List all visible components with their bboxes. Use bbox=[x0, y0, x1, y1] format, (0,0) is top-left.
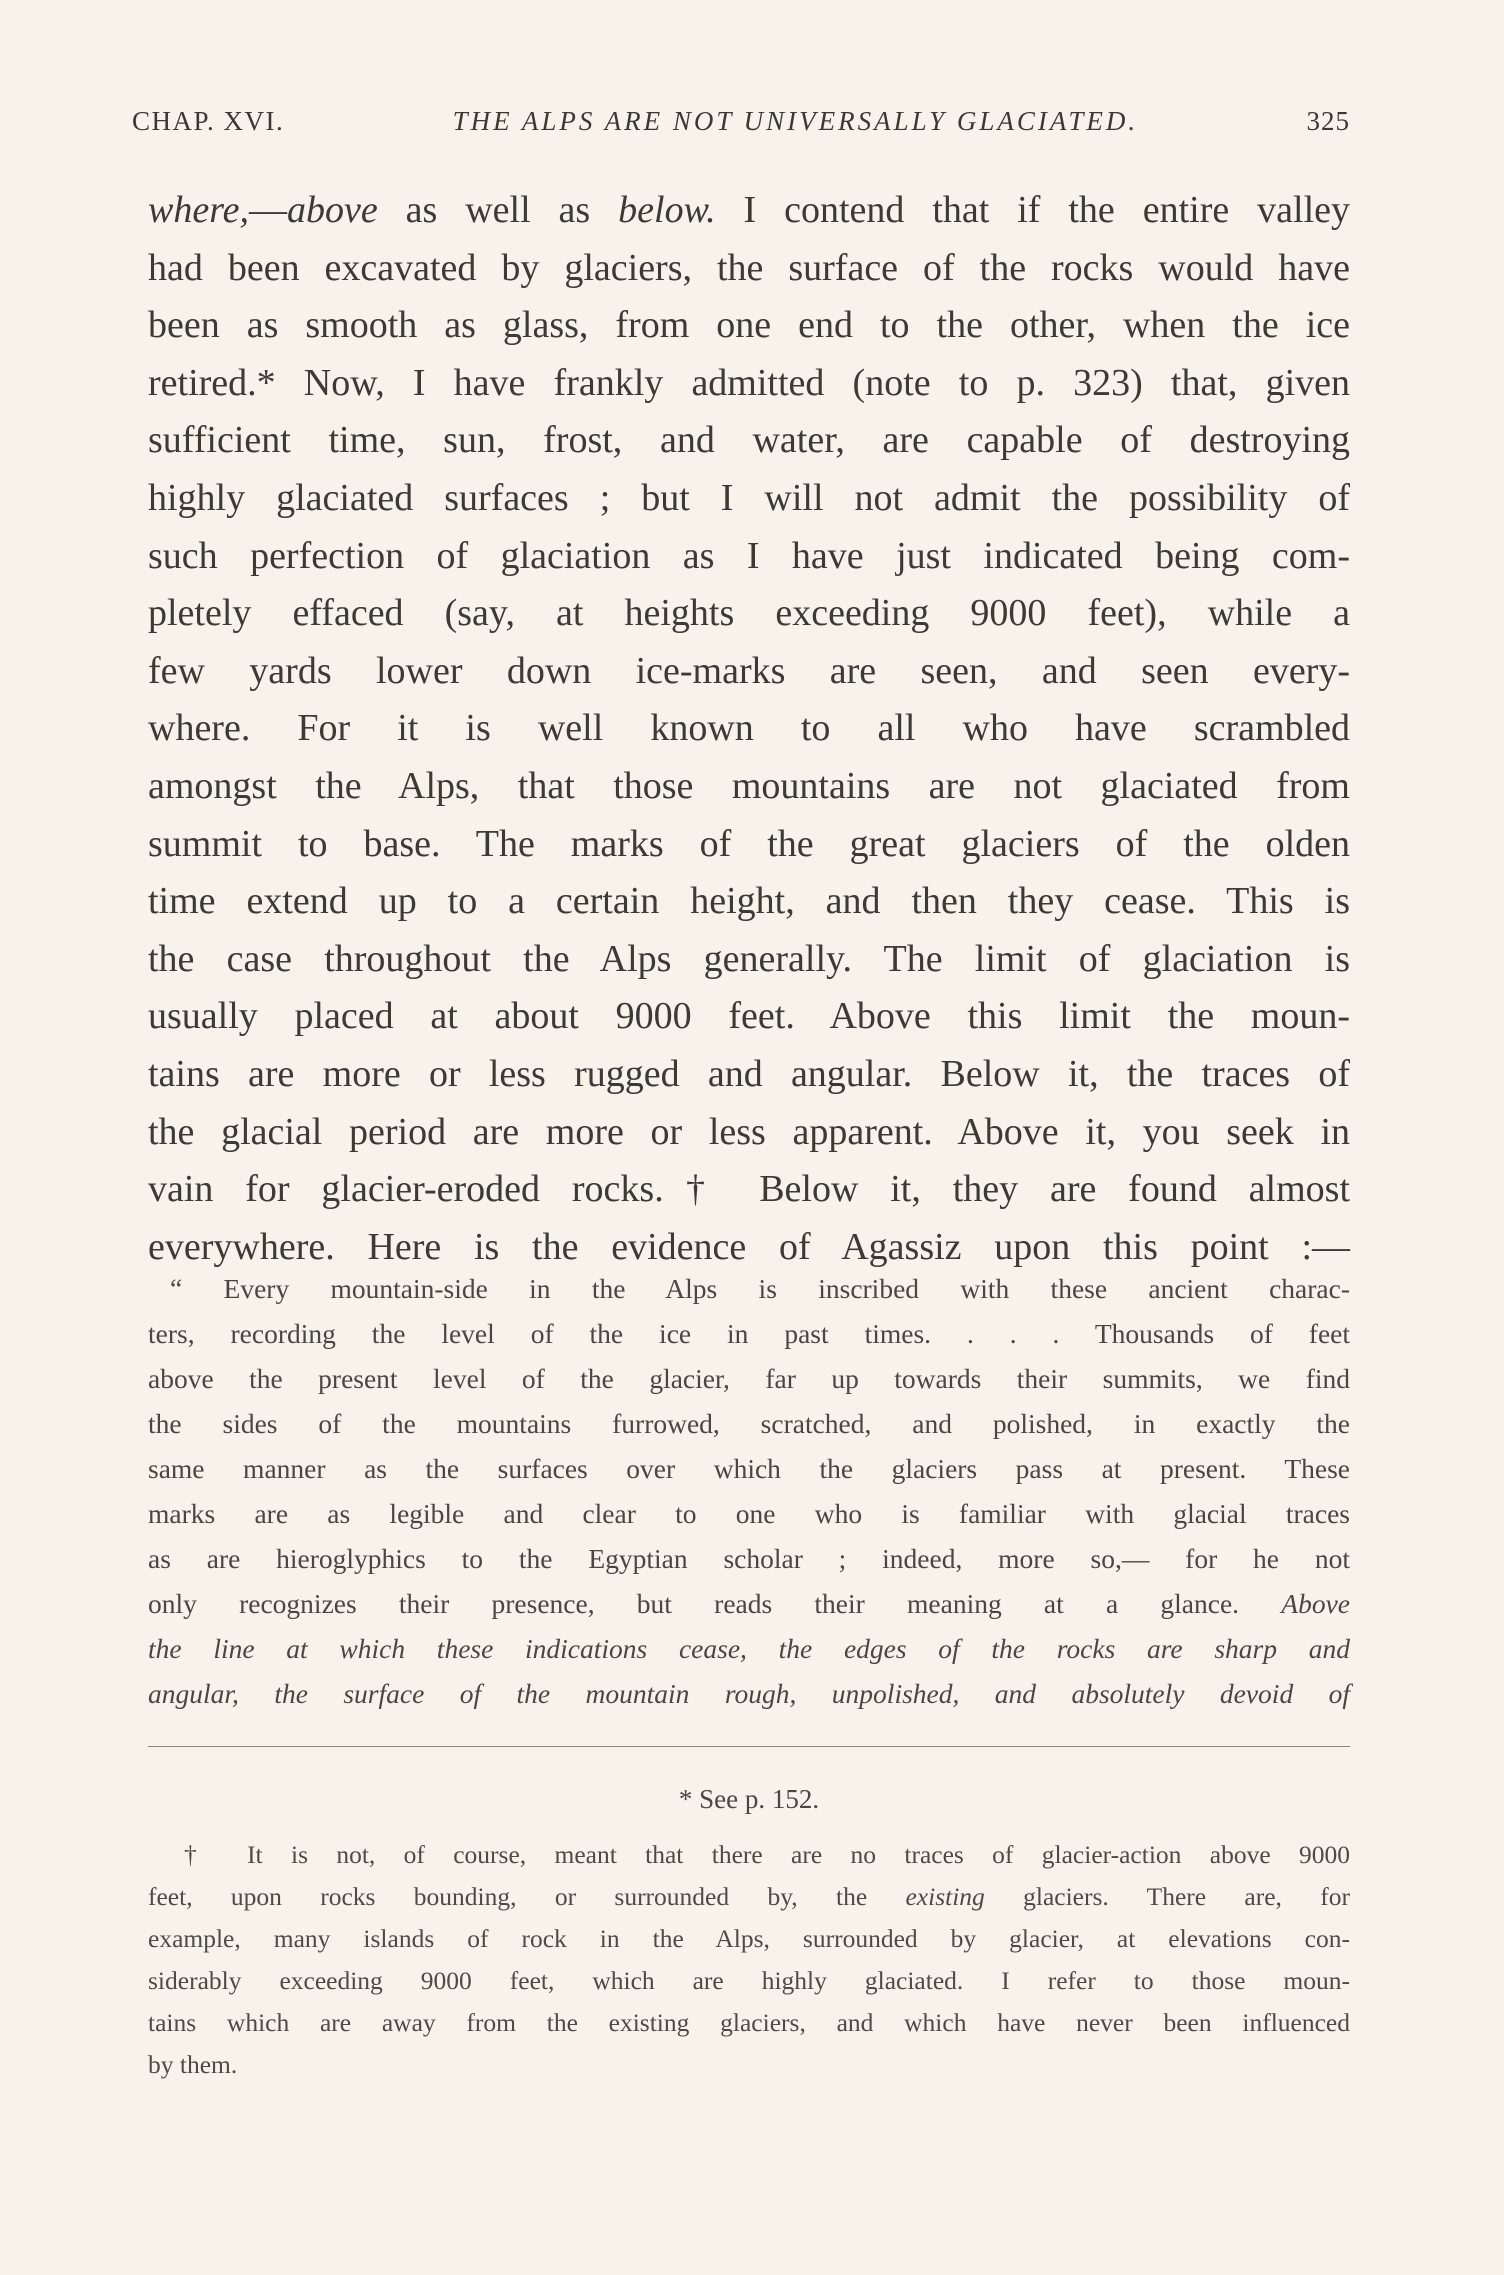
footnote-line: example, many islands of rock in the Alps, surrounded by glacier, at elevations con- bbox=[148, 1924, 1350, 1953]
running-head bbox=[132, 106, 1350, 146]
text-line: few yards lower down ice-marks are seen, and seen every- bbox=[148, 649, 1350, 692]
text-line: time extend up to a certain height, and then they cease. This is bbox=[148, 880, 1350, 923]
chapter-label: CHAP. XVI. bbox=[132, 106, 285, 136]
agassiz-quotation bbox=[148, 1266, 1350, 1716]
quote-line: same manner as the surfaces over which the glaciers pass at present. These bbox=[148, 1453, 1350, 1484]
quote-line: above the present level of the glacier, far up towards their summits, we find bbox=[148, 1363, 1350, 1394]
main-paragraph bbox=[148, 182, 1350, 1276]
footnote-star: * See p. 152. bbox=[678, 1784, 820, 1814]
footnote-line: by them. bbox=[148, 2050, 238, 2079]
text-line: such perfection of glaciation as I have just indicated being com- bbox=[148, 534, 1350, 577]
text-line: the glacial period are more or less apparent. Above it, you seek in bbox=[148, 1110, 1350, 1153]
text-line: tains are more or less rugged and angular. Below it, the traces of bbox=[148, 1052, 1350, 1095]
quote-line: as are hieroglyphics to the Egyptian scholar ; indeed, more so,— for he not bbox=[148, 1543, 1350, 1574]
footnote-line: feet, upon rocks bounding, or surrounded by, the existing glaciers. There are, for bbox=[148, 1882, 1350, 1911]
footnote-line: tains which are away from the existing glaciers, and which have never been influenced bbox=[148, 2008, 1350, 2037]
text-line: where. For it is well known to all who have scrambled bbox=[148, 707, 1350, 750]
text-line: sufficient time, sun, frost, and water, are capable of destroying bbox=[148, 419, 1350, 462]
text-line: retired.* Now, I have frankly admitted (note to p. 323) that, given bbox=[148, 361, 1350, 404]
text-line: had been excavated by glaciers, the surface of the rocks would have bbox=[148, 246, 1350, 289]
quote-line: marks are as legible and clear to one who is familiar with glacial traces bbox=[148, 1498, 1350, 1529]
footnote-line: † It is not, of course, meant that there are no traces of glacier-action above 9000 bbox=[184, 1840, 1350, 1869]
page-number: 325 bbox=[1306, 106, 1350, 136]
quote-line: ters, recording the level of the ice in past times. . . . Thousands of feet bbox=[148, 1318, 1350, 1349]
text-line: where,—above as well as below. I contend that if the entire valley bbox=[148, 189, 1350, 231]
text-line: amongst the Alps, that those mountains are not glaciated from bbox=[148, 764, 1350, 807]
text-line: summit to base. The marks of the great glaciers of the olden bbox=[148, 822, 1350, 865]
footnote-dagger bbox=[148, 1834, 1350, 2086]
text-line: usually placed at about 9000 feet. Above this limit the moun- bbox=[148, 995, 1350, 1038]
quote-line: angular, the surface of the mountain rough, unpolished, and absolutely devoid of bbox=[148, 1678, 1350, 1709]
text-line: the case throughout the Alps generally. The limit of glaciation is bbox=[148, 937, 1350, 980]
text-line: vain for glacier-eroded rocks.† Below it, they are found almost bbox=[148, 1168, 1350, 1211]
text-line: everywhere. Here is the evidence of Agassiz upon this point :— bbox=[148, 1225, 1350, 1268]
footnote-line: siderably exceeding 9000 feet, which are highly glaciated. I refer to those moun- bbox=[148, 1966, 1350, 1995]
quote-line: “ Every mountain-side in the Alps is inscribed with these ancient charac- bbox=[170, 1273, 1350, 1304]
quote-line: only recognizes their presence, but reads their meaning at a glance. Above bbox=[148, 1588, 1351, 1619]
footnote-divider bbox=[148, 1746, 1350, 1747]
quote-line: the line at which these indications cease, the edges of the rocks are sharp and bbox=[148, 1633, 1350, 1664]
running-title: THE ALPS ARE NOT UNIVERSALLY GLACIATED. bbox=[452, 106, 1139, 136]
text-line: pletely effaced (say, at heights exceeding 9000 feet), while a bbox=[148, 592, 1350, 635]
quote-line: the sides of the mountains furrowed, scratched, and polished, in exactly the bbox=[148, 1408, 1350, 1439]
text-line: been as smooth as glass, from one end to the other, when the ice bbox=[148, 304, 1350, 347]
text-line: highly glaciated surfaces ; but I will not admit the possibility of bbox=[148, 476, 1350, 519]
